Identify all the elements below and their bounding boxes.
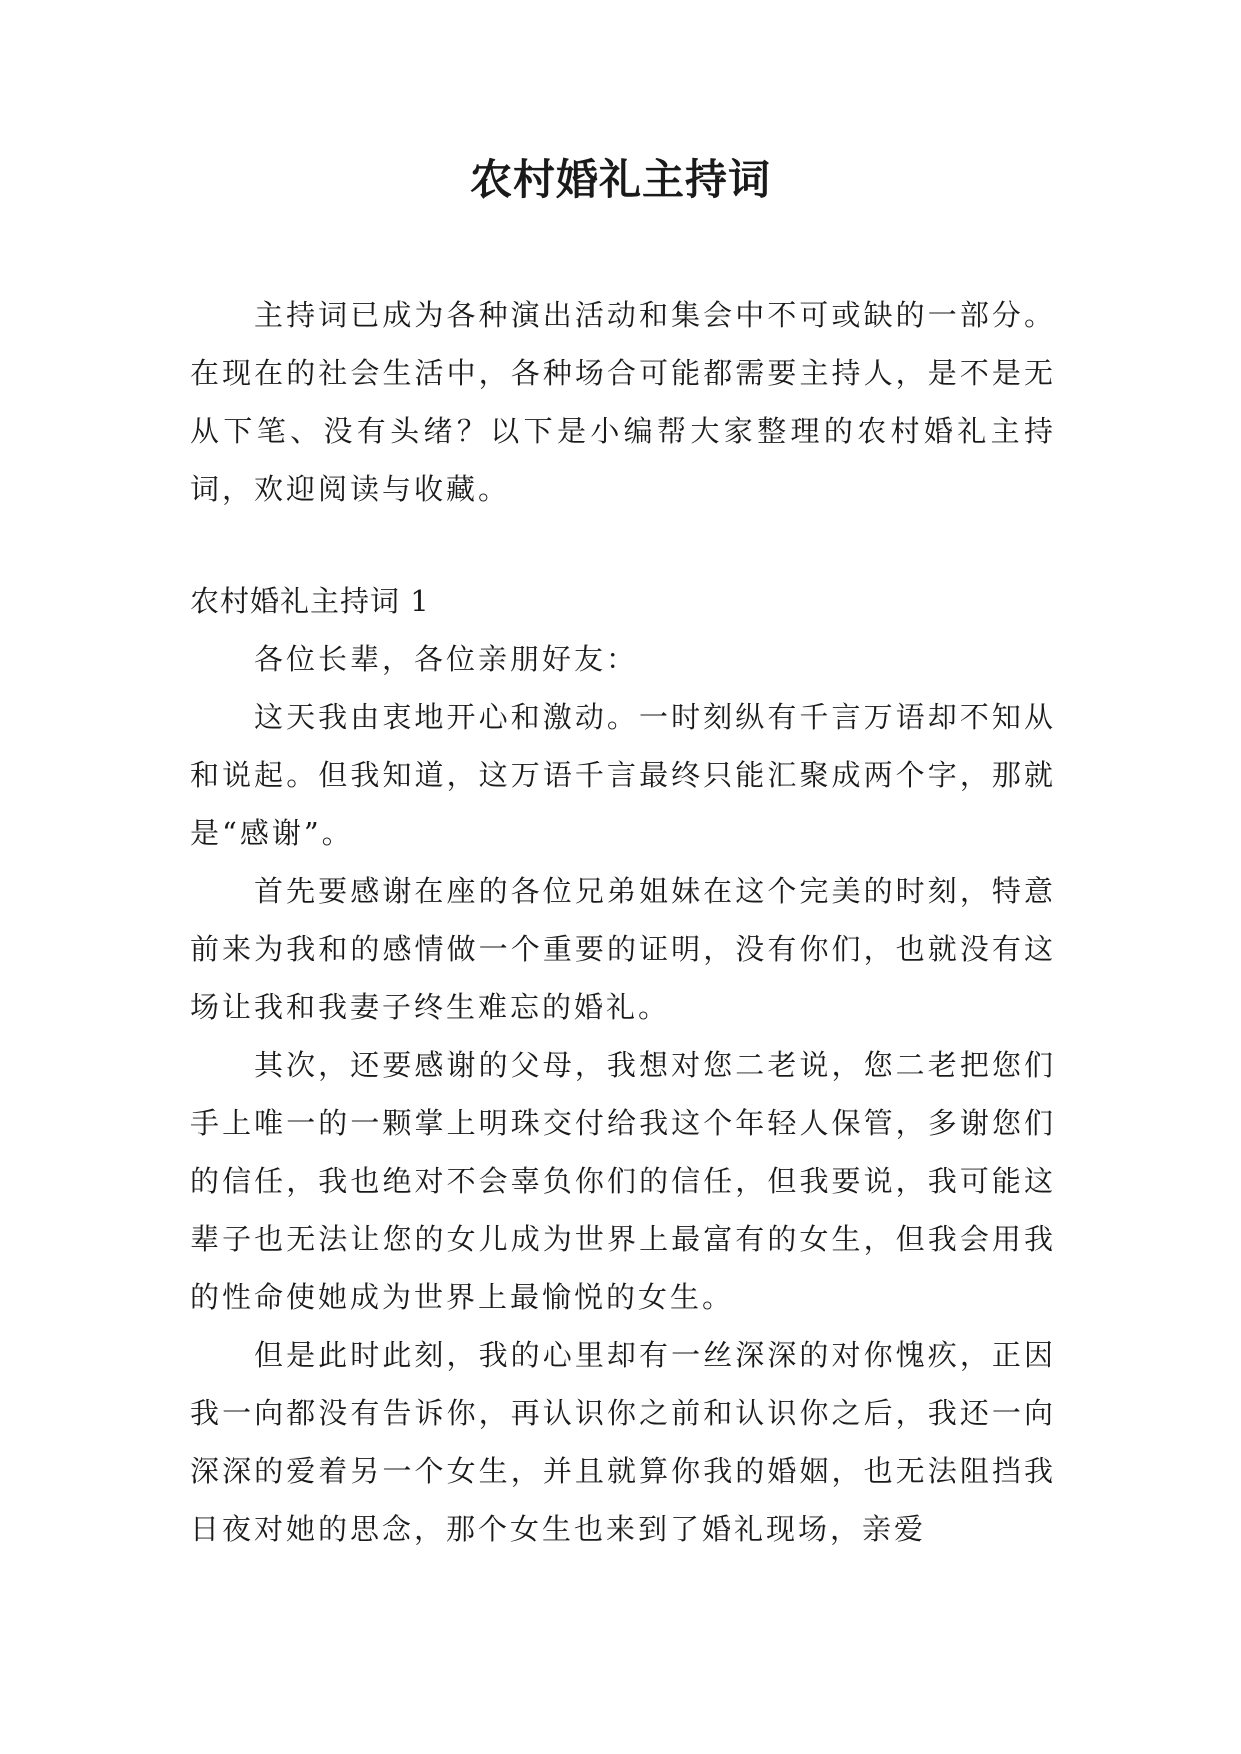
document-title: 农村婚礼主持词 [469, 155, 771, 204]
document-body [190, 286, 1056, 1558]
section-heading: 农村婚礼主持词 1 [190, 584, 430, 618]
body-paragraph-greeting: 各位长辈，各位亲朋好友： [254, 642, 639, 676]
body-paragraph-thanks: 这天我由衷地开心和激动。一时刻纵有千言万语却不知从和说起。但我知道，这万语千言最终只能汇聚成两个字，那就是“感谢”。 [190, 700, 1056, 850]
intro-paragraph: 主持词已成为各种演出活动和集会中不可或缺的一部分。在现在的社会生活中，各种场合可能都需要主持人，是不是无从下笔、没有头绪？以下是小编帮大家整理的农村婚礼主持词，欢迎阅读与收藏。 [190, 298, 1056, 506]
body-paragraph-confession: 但是此时此刻，我的心里却有一丝深深的对你愧疚，正因我一向都没有告诉你，再认识你之前和认识你之后，我还一向深深的爱着另一个女生，并且就算你我的婚姻，也无法阻挡我日夜对她的思念，那个女生也来到了婚礼现场，亲爱 [190, 1338, 1056, 1546]
body-paragraph-parents: 其次，还要感谢的父母，我想对您二老说，您二老把您们手上唯一的一颗掌上明珠交付给我这个年轻人保管，多谢您们的信任，我也绝对不会辜负你们的信任，但我要说，我可能这辈子也无法让您的女儿成为世界上最富有的女生，但我会用我的性命使她成为世界上最愉悦的女生。 [190, 1048, 1056, 1314]
body-paragraph-guests: 首先要感谢在座的各位兄弟姐妹在这个完美的时刻，特意前来为我和的感情做一个重要的证明，没有你们，也就没有这场让我和我妻子终生难忘的婚礼。 [190, 874, 1056, 1024]
